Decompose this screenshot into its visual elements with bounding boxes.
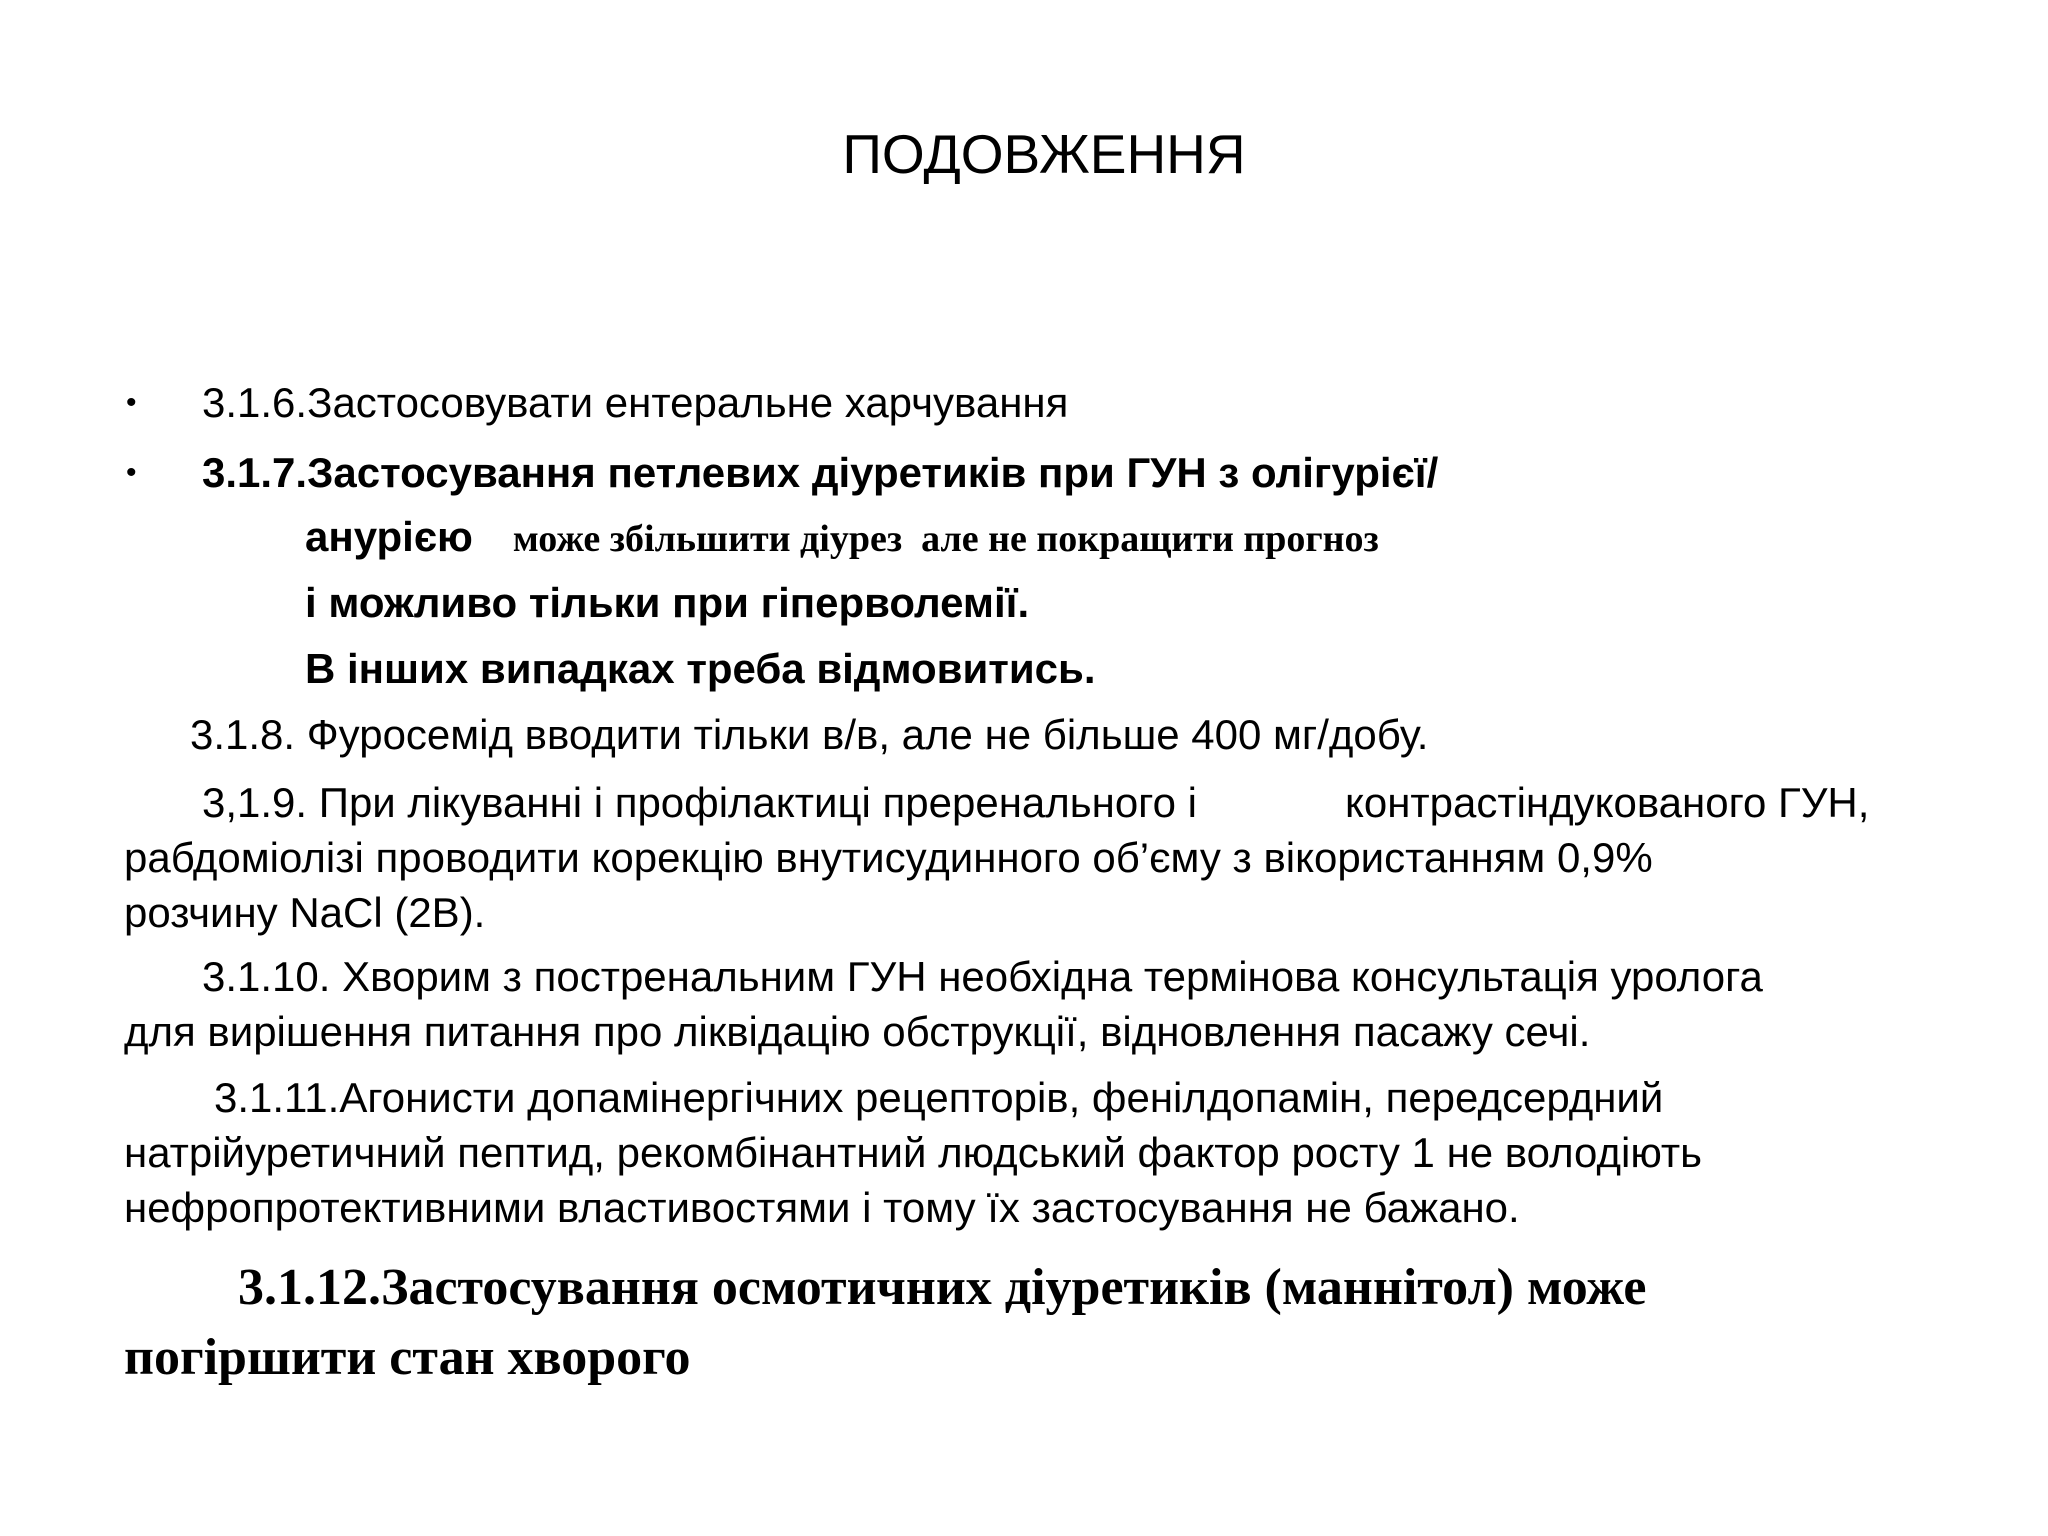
item-3-1-7-line2 [305,512,1379,564]
item-3-1-9-line2: рабдоміолізі проводити корекцію внутисудинного об’єму з вікористанням 0,9% [124,834,1653,881]
item-3-1-10-line2: для вирішення питання про ліквідацію обструкції, відновлення пасажу сечі. [124,1008,1591,1055]
item-3-1-7-note: може збільшити діурез але не покращити прогноз [512,518,1379,560]
item-3-1-9-line1b: контрастіндукованого ГУН, [1345,779,1870,826]
item-3-1-12-line1: 3.1.12.Застосування осмотичних діуретиків (маннітол) може [238,1259,1647,1316]
bullet-icon: • [126,456,137,489]
item-3-1-11-line1: 3.1.11.Агонисти допамінергічних рецепторів, фенілдопамін, передсердний [214,1074,1664,1121]
slide-title: ПОДОВЖЕННЯ [842,123,1246,185]
item-3-1-11-line2: натрійуретичний пептид, рекомбінантний людський фактор росту 1 не володіють [124,1129,1703,1176]
item-3-1-6: 3.1.6.Застосовувати ентеральне харчування [202,379,1069,426]
item-3-1-9-line3: розчину NaCl (2В). [124,889,486,936]
item-3-1-10-line1: 3.1.10. Хворим з постренальним ГУН необхідна термінова консультація уролога [202,953,1763,1000]
item-3-1-12-line2: погіршити стан хворого [124,1329,691,1386]
item-3-1-9-line1a: 3,1.9. При лікуванні і профілактиці преренального і [202,779,1197,826]
item-3-1-7-line4: В інших випадках треба відмовитись. [305,645,1096,692]
bullet-icon: • [126,386,137,419]
item-3-1-8: 3.1.8. Фуросемід вводити тільки в/в, але не більше 400 мг/добу. [190,711,1429,758]
item-3-1-11-line3: нефропротективними властивостями і тому їх застосування не бажано. [124,1184,1520,1231]
item-3-1-7-anuria: анурією [305,513,473,560]
item-3-1-7-line3: і можливо тільки при гіперволемії. [305,579,1030,626]
item-3-1-7-line1: 3.1.7.Застосування петлевих діуретиків при ГУН з олігурієї/ [202,449,1439,496]
